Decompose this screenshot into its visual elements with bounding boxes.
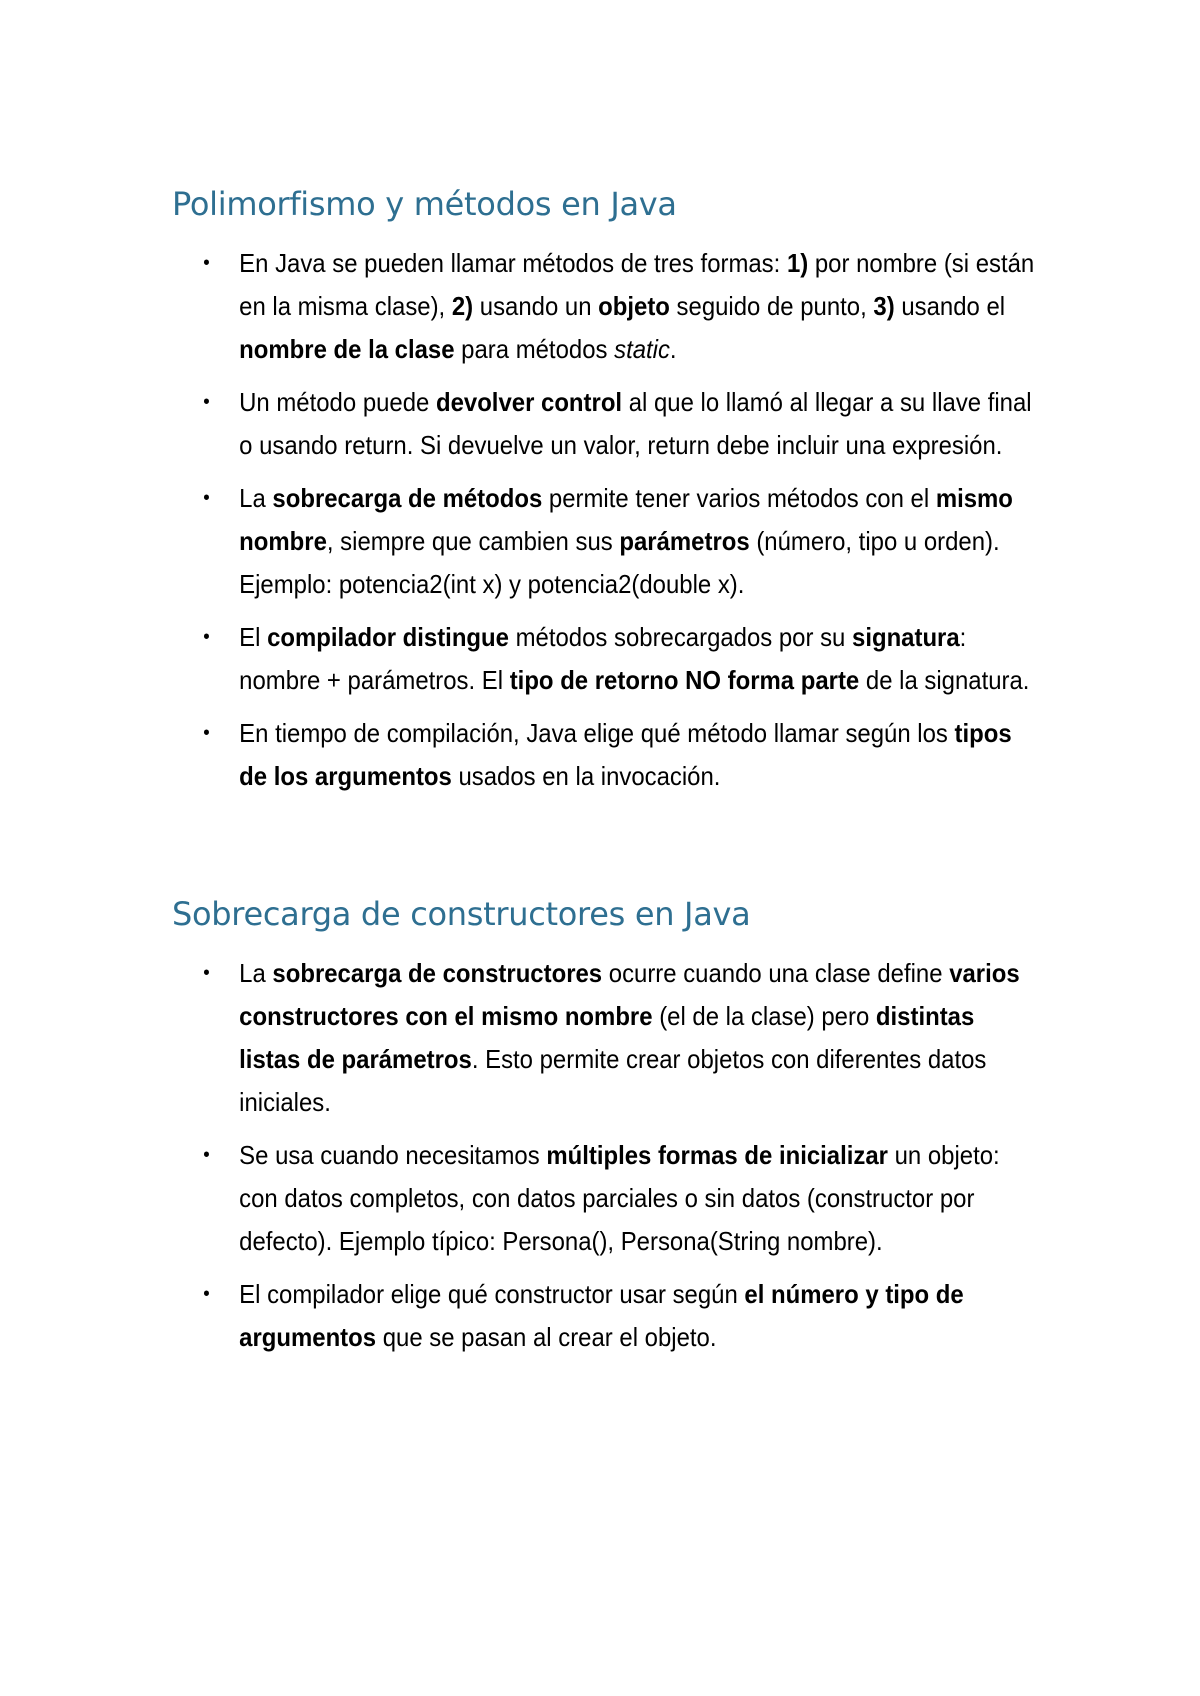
bullet-icon: • (203, 252, 210, 274)
bold-text: 3) (873, 291, 895, 321)
bullet-icon: • (203, 487, 210, 509)
text-run: La (239, 958, 273, 988)
bold-text: tipo de retorno NO forma parte (509, 665, 860, 695)
list-item (172, 477, 1040, 606)
text-run: (el de la clase) pero (652, 1001, 876, 1031)
bullet-list (172, 952, 1052, 1359)
bold-text: compilador distingue (267, 622, 509, 652)
bullet-icon: • (203, 626, 210, 648)
section-polimorfismo (172, 180, 1052, 798)
text-run: usando un (473, 291, 599, 321)
text-run: El (239, 622, 268, 652)
section-heading: Polimorfismo y métodos en Java (172, 185, 677, 223)
list-item (172, 381, 1040, 467)
text-run: de la signatura. (859, 665, 1030, 695)
text-run: Se usa cuando necesitamos (239, 1140, 547, 1170)
text-run: El compilador elige qué constructor usar según (239, 1279, 745, 1309)
text-run: . Esto permite crear objetos con diferentes datos iniciales. (239, 1044, 987, 1117)
text-run: (número, tipo u orden). Ejemplo: potencia2(int x) y potencia2(double x). (239, 526, 1000, 599)
bullet-list (172, 242, 1052, 798)
section-heading: Sobrecarga de constructores en Java (172, 895, 751, 933)
text-run: La (239, 483, 273, 513)
list-item (172, 712, 1040, 798)
list-item (172, 616, 1040, 702)
bold-text: mismo nombre (239, 483, 1013, 556)
list-item (172, 952, 1040, 1124)
bold-text: devolver control (435, 387, 623, 417)
text-run: métodos sobrecargados por su (508, 622, 853, 652)
section-sobrecarga-constructores (172, 890, 1052, 1359)
bold-text: varios constructores con el mismo nombre (239, 958, 1020, 1031)
bold-text: múltiples formas de inicializar (546, 1140, 888, 1170)
bold-text: nombre de la clase (239, 334, 455, 364)
text-run: , siempre que cambien sus (326, 526, 620, 556)
list-item (172, 1273, 1040, 1359)
list-item (172, 242, 1040, 371)
text-run: al que lo llamó al llegar a su llave final o usando return. Si devuelve un valor, return debe incluir una expresión. (239, 387, 1032, 460)
bullet-icon: • (203, 391, 210, 413)
bold-text: tipos de los argumentos (239, 718, 1012, 791)
bold-text: sobrecarga de métodos (272, 483, 543, 513)
text-run: para métodos (454, 334, 615, 364)
text-run: un objeto: con datos completos, con datos parciales o sin datos (constructor por defecto). Ejemplo típico: Persona(), Persona(String nombre). (239, 1140, 1000, 1256)
bold-text: parámetros (619, 526, 750, 556)
text-run: Un método puede (239, 387, 436, 417)
text-run: que se pasan al crear el objeto. (376, 1322, 717, 1352)
bullet-icon: • (203, 1144, 210, 1166)
bold-text: 1) (786, 248, 809, 278)
bold-text: signatura (852, 622, 960, 652)
list-item (172, 1134, 1040, 1263)
text-run: usados en la invocación. (451, 761, 721, 791)
document-page (172, 180, 1052, 1369)
text-run: En Java se pueden llamar métodos de tres formas: (239, 248, 787, 278)
text-run: por nombre (si están en la misma clase), (239, 248, 1035, 321)
text-run: seguido de punto, (669, 291, 874, 321)
text-run: ocurre cuando una clase define (602, 958, 950, 988)
bold-text: 2) (451, 291, 474, 321)
text-run: . (669, 334, 677, 364)
bold-text: el número y tipo de argumentos (239, 1279, 964, 1352)
text-run: : nombre + parámetros. El (239, 622, 967, 695)
text-run: En tiempo de compilación, Java elige qué método llamar según los (239, 718, 955, 748)
bold-text: sobrecarga de constructores (272, 958, 603, 988)
bullet-icon: • (203, 1283, 210, 1305)
text-run: usando el (894, 291, 1006, 321)
italic-text: static (614, 334, 670, 364)
text-run: permite tener varios métodos con el (542, 483, 936, 513)
bullet-icon: • (203, 722, 210, 744)
bold-text: distintas listas de parámetros (239, 1001, 975, 1074)
bullet-icon: • (203, 962, 210, 984)
bold-text: objeto (598, 291, 670, 321)
